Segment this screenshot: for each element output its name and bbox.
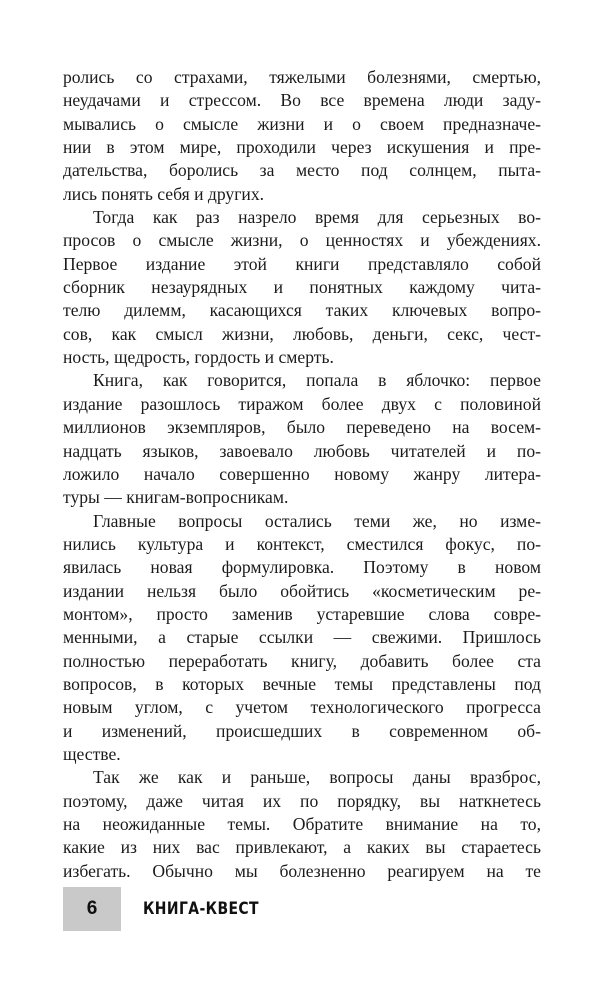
text-line: сов, как смысл жизни, любовь, деньги, секс, чест-	[63, 323, 541, 344]
page-footer	[63, 887, 541, 931]
text-line: издание разошлось тиражом более двух с половиной	[63, 393, 541, 414]
text-line: дательства, боролись за место под солнцем, пыта-	[63, 160, 541, 181]
text-line: мывались о смысле жизни и о своем предназначе-	[63, 113, 541, 134]
text-line: нии в этом мире, проходили через искушения и пре-	[63, 137, 541, 158]
paragraph	[63, 206, 541, 369]
text-line: на неожиданные темы. Обратите внимание на то,	[63, 814, 541, 834]
text-line: поэтому, даже читая их по порядку, вы наткнетесь	[63, 790, 541, 811]
text-line: Книга, как говорится, попала в яблочко: первое	[93, 370, 541, 391]
text-line: ролись со страхами, тяжелыми болезнями, смертью,	[63, 67, 541, 87]
paragraph	[63, 66, 541, 206]
text-line: какие из них вас привлекают, а каких вы стараетесь	[63, 837, 541, 858]
text-line: Главные вопросы остались теми же, но изме-	[93, 510, 541, 531]
text-line: новым углом, с учетом технологического прогресса	[63, 697, 541, 718]
text-line: явилась новая формулировка. Поэтому в новом	[63, 557, 541, 578]
page-number: 6	[63, 887, 121, 931]
paragraph	[63, 510, 541, 767]
text-line: сборник незаурядных и понятных каждому чита-	[63, 277, 541, 298]
body-text	[63, 66, 541, 883]
text-line: Так же как и раньше, вопросы даны вразброс,	[93, 767, 541, 788]
text-line: избегать. Обычно мы болезненно реагируем на те	[63, 860, 541, 881]
text-line: издании нельзя было обойтись «косметическим ре-	[63, 580, 541, 601]
text-line: неудачами и стрессом. Во все времена люди заду-	[63, 90, 541, 111]
paragraph	[63, 369, 541, 509]
text-line: надцать языков, завоевало любовь читателей и по-	[63, 440, 541, 461]
text-line: ность, щедрость, гордость и смерть.	[63, 347, 334, 368]
text-line: туры — книгам-вопросникам.	[63, 487, 289, 508]
text-line: Первое издание этой книги представляло собой	[63, 253, 541, 274]
text-line: Тогда как раз назрело время для серьезных во-	[93, 207, 541, 228]
text-line: ществе.	[63, 743, 121, 764]
paragraph	[63, 766, 541, 883]
text-line: нились культура и контекст, сместился фокус, по-	[63, 533, 541, 554]
text-line: лись понять себя и других.	[63, 183, 265, 204]
text-line: и изменений, происшедших в современном об-	[63, 720, 541, 741]
text-line: полностью переработать книгу, добавить более ста	[63, 650, 541, 671]
text-line: вопросов, в которых вечные темы представлены под	[63, 673, 541, 694]
text-line: менными, а старые ссылки — свежими. Пришлось	[63, 627, 541, 648]
text-line: ложило начало совершенно новому жанру литера-	[63, 463, 541, 484]
text-line: миллионов экземпляров, было переведено на восем-	[63, 417, 541, 438]
text-line: монтом», просто заменив устаревшие слова совре-	[63, 603, 541, 624]
running-title: КНИГА-КВЕСТ	[143, 899, 259, 919]
text-line: просов о смысле жизни, о ценностях и убеждениях.	[63, 230, 541, 251]
text-line: телю дилемм, касающихся таких ключевых вопро-	[63, 300, 541, 321]
